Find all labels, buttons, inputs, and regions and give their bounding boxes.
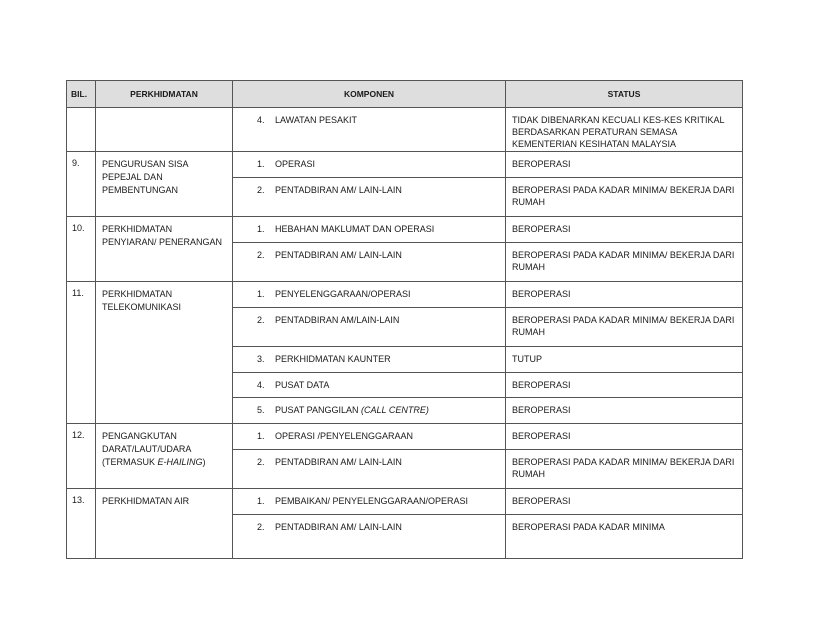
component-cell: 1. OPERASI /PENYELENGGARAAN <box>233 424 506 450</box>
service-cell: PERKHIDMATAN AIR <box>96 489 233 559</box>
status-cell: BEROPERASI PADA KADAR MINIMA/ BEKERJA DARI RUMAH <box>506 308 743 347</box>
bil-cell: 11. <box>67 282 96 424</box>
component-cell: 1. OPERASI <box>233 152 506 178</box>
table-row <box>67 282 743 308</box>
component-cell: 4. LAWATAN PESAKIT <box>233 108 506 152</box>
component-cell: 4. PUSAT DATA <box>233 373 506 398</box>
status-cell: BEROPERASI <box>506 489 743 515</box>
bil-cell: 12. <box>67 424 96 489</box>
component-cell: 2. PENTADBIRAN AM/ LAIN-LAIN <box>233 243 506 282</box>
component-cell: 1. PEMBAIKAN/ PENYELENGGARAAN/OPERASI <box>233 489 506 515</box>
header-status: STATUS <box>506 81 743 108</box>
header-perkhidmatan: PERKHIDMATAN <box>96 81 233 108</box>
bil-cell: 13. <box>67 489 96 559</box>
status-cell: BEROPERASI PADA KADAR MINIMA <box>506 515 743 559</box>
services-status-table <box>66 80 743 559</box>
component-cell: 2. PENTADBIRAN AM/ LAIN-LAIN <box>233 515 506 559</box>
status-cell: BEROPERASI PADA KADAR MINIMA/ BEKERJA DARI RUMAH <box>506 450 743 489</box>
component-cell: 3. PERKHIDMATAN KAUNTER <box>233 347 506 373</box>
table-row <box>67 424 743 450</box>
bil-cell: 9. <box>67 152 96 217</box>
table-row <box>67 152 743 178</box>
header-komponen: KOMPONEN <box>233 81 506 108</box>
table-row <box>67 108 743 152</box>
service-cell: PENGANGKUTAN DARAT/LAUT/UDARA (TERMASUK E-HAILING) <box>96 424 233 489</box>
service-cell: PERKHIDMATAN PENYIARAN/ PENERANGAN <box>96 217 233 282</box>
status-cell: BEROPERASI <box>506 373 743 398</box>
status-cell: BEROPERASI <box>506 282 743 308</box>
component-cell: 2. PENTADBIRAN AM/ LAIN-LAIN <box>233 450 506 489</box>
table-row <box>67 489 743 515</box>
status-cell: BEROPERASI <box>506 398 743 424</box>
status-cell: BEROPERASI PADA KADAR MINIMA/ BEKERJA DARI RUMAH <box>506 178 743 217</box>
table-row <box>67 217 743 243</box>
status-cell: BEROPERASI <box>506 424 743 450</box>
bil-cell: 10. <box>67 217 96 282</box>
service-cell: PERKHIDMATAN TELEKOMUNIKASI <box>96 282 233 424</box>
service-cell: PENGURUSAN SISA PEPEJAL DAN PEMBENTUNGAN <box>96 152 233 217</box>
status-cell: BEROPERASI <box>506 217 743 243</box>
component-cell: 2. PENTADBIRAN AM/ LAIN-LAIN <box>233 178 506 217</box>
header-bil: BIL. <box>67 81 96 108</box>
service-cell <box>96 108 233 152</box>
table-header-row <box>67 81 743 108</box>
status-cell: TUTUP <box>506 347 743 373</box>
component-cell: 5. PUSAT PANGGILAN (CALL CENTRE) <box>233 398 506 424</box>
status-cell: BEROPERASI <box>506 152 743 178</box>
component-cell: 1. HEBAHAN MAKLUMAT DAN OPERASI <box>233 217 506 243</box>
status-cell: BEROPERASI PADA KADAR MINIMA/ BEKERJA DARI RUMAH <box>506 243 743 282</box>
status-cell: TIDAK DIBENARKAN KECUALI KES-KES KRITIKAL BERDASARKAN PERATURAN SEMASA KEMENTERIAN KESIHATAN MALAYSIA <box>506 108 743 152</box>
bil-cell <box>67 108 96 152</box>
component-cell: 2. PENTADBIRAN AM/LAIN-LAIN <box>233 308 506 347</box>
component-cell: 1. PENYELENGGARAAN/OPERASI <box>233 282 506 308</box>
services-table-container <box>66 80 742 559</box>
